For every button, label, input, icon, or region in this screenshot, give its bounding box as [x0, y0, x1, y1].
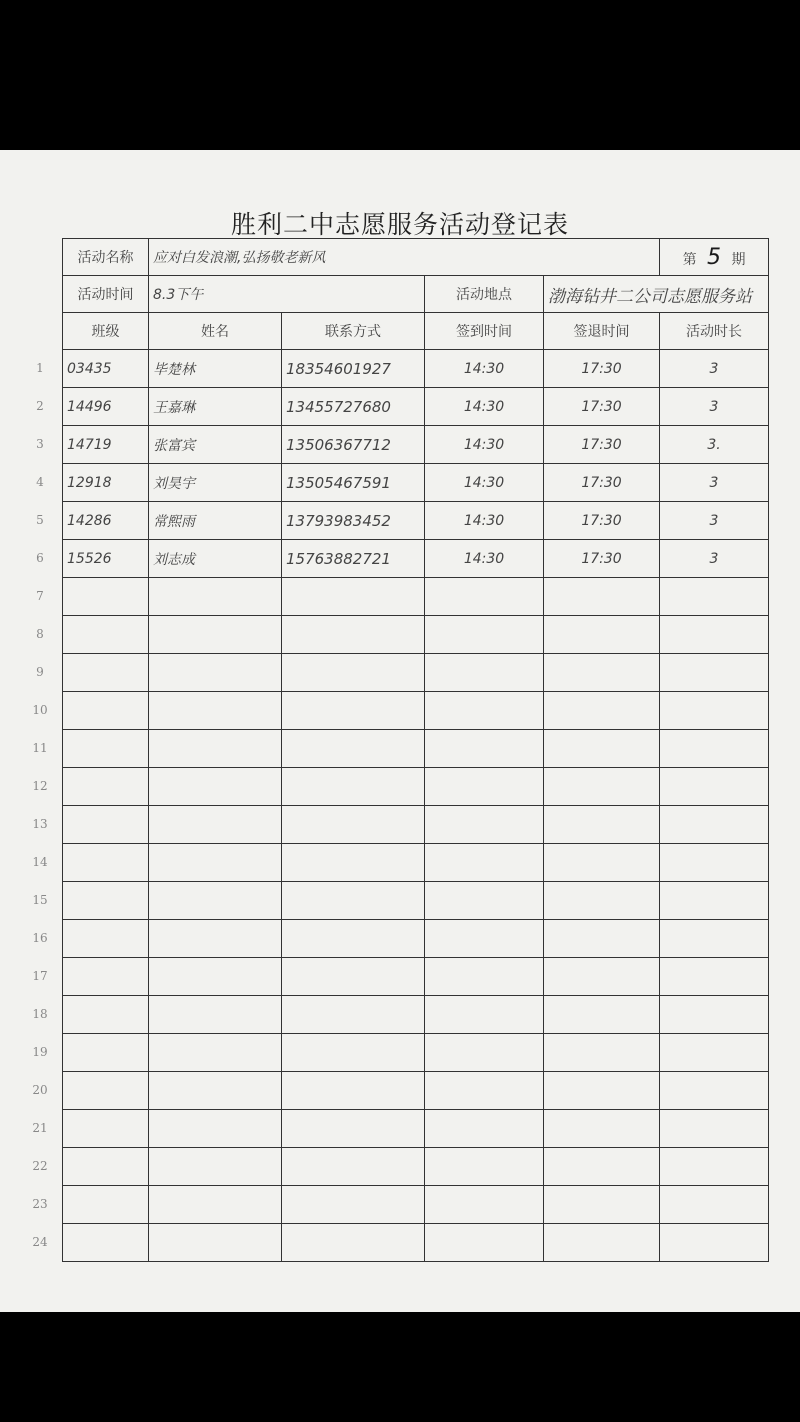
- cell-duration: 3: [660, 350, 769, 388]
- cell-checkout: [544, 1110, 660, 1148]
- cell-checkout: 17:30: [544, 464, 660, 502]
- cell-name: [149, 958, 282, 996]
- table-row: [63, 730, 769, 768]
- top-black-bar: [0, 0, 800, 150]
- cell-phone: [282, 996, 425, 1034]
- row-number: 4: [36, 474, 44, 489]
- table-row: [63, 882, 769, 920]
- table-row: [63, 1148, 769, 1186]
- row-number: 12: [32, 778, 48, 793]
- cell-checkin: 14:30: [425, 350, 544, 388]
- row-number: 23: [32, 1196, 48, 1211]
- cell-phone: [282, 806, 425, 844]
- cell-checkin: [425, 882, 544, 920]
- cell-name: [149, 578, 282, 616]
- row-number: 2: [36, 398, 44, 413]
- cell-checkin: [425, 844, 544, 882]
- row-number: 13: [32, 816, 48, 831]
- cell-class: [63, 920, 149, 958]
- cell-phone: [282, 730, 425, 768]
- cell-checkout: 17:30: [544, 426, 660, 464]
- cell-checkout: [544, 768, 660, 806]
- cell-checkin: [425, 1110, 544, 1148]
- cell-phone: [282, 578, 425, 616]
- table-row: [63, 464, 769, 502]
- row-number: 20: [32, 1082, 48, 1097]
- cell-checkin: [425, 616, 544, 654]
- cell-class: [63, 616, 149, 654]
- cell-phone: [282, 692, 425, 730]
- cell-class: 15526: [63, 540, 149, 578]
- cell-checkin: [425, 1148, 544, 1186]
- cell-checkin: [425, 1072, 544, 1110]
- cell-phone: 13505467591: [282, 464, 425, 502]
- cell-duration: 3.: [660, 426, 769, 464]
- cell-name: [149, 1110, 282, 1148]
- form-title: 胜利二中志愿服务活动登记表: [230, 210, 569, 239]
- cell-duration: [660, 1034, 769, 1072]
- row-number: 10: [32, 702, 48, 717]
- cell-class: 03435: [63, 350, 149, 388]
- cell-checkout: 17:30: [544, 502, 660, 540]
- cell-checkin: [425, 654, 544, 692]
- cell-phone: [282, 1072, 425, 1110]
- cell-duration: [660, 806, 769, 844]
- row-number: 7: [36, 588, 44, 603]
- activity-time-row: [63, 276, 769, 313]
- cell-phone: [282, 616, 425, 654]
- cell-duration: [660, 1110, 769, 1148]
- cell-phone: [282, 958, 425, 996]
- row-number: 8: [36, 626, 44, 641]
- cell-name: [149, 1186, 282, 1224]
- table-row: [63, 1224, 769, 1262]
- cell-checkout: [544, 882, 660, 920]
- cell-checkin: [425, 996, 544, 1034]
- row-number: 15: [32, 892, 48, 907]
- row-number: 17: [32, 968, 48, 983]
- cell-phone: [282, 1224, 425, 1262]
- cell-checkout: [544, 1072, 660, 1110]
- cell-checkout: [544, 1224, 660, 1262]
- table-row: [63, 540, 769, 578]
- cell-checkin: [425, 768, 544, 806]
- cell-checkin: [425, 806, 544, 844]
- cell-class: 14496: [63, 388, 149, 426]
- issue-suffix: 期: [731, 251, 746, 268]
- cell-class: 14286: [63, 502, 149, 540]
- cell-phone: [282, 882, 425, 920]
- cell-name: [149, 806, 282, 844]
- table-row: [63, 806, 769, 844]
- cell-duration: [660, 1072, 769, 1110]
- cell-class: [63, 1034, 149, 1072]
- cell-class: 12918: [63, 464, 149, 502]
- activity-name-row: [63, 239, 769, 276]
- cell-name: 张富宾: [149, 426, 282, 464]
- cell-name: [149, 768, 282, 806]
- row-number: 18: [32, 1006, 48, 1021]
- cell-checkout: [544, 920, 660, 958]
- table-row: [63, 350, 769, 388]
- cell-class: [63, 882, 149, 920]
- table-row: [63, 616, 769, 654]
- table-row: [63, 1110, 769, 1148]
- cell-duration: [660, 1148, 769, 1186]
- cell-class: [63, 1224, 149, 1262]
- cell-name: [149, 920, 282, 958]
- cell-checkin: [425, 1224, 544, 1262]
- cell-checkout: [544, 1148, 660, 1186]
- cell-checkin: 14:30: [425, 388, 544, 426]
- cell-class: [63, 958, 149, 996]
- cell-checkin: [425, 958, 544, 996]
- activity-time-label: 活动时间: [63, 276, 149, 313]
- cell-name: 王嘉琳: [149, 388, 282, 426]
- table-row: [63, 1186, 769, 1224]
- cell-duration: [660, 578, 769, 616]
- table-row: [63, 426, 769, 464]
- cell-checkout: [544, 730, 660, 768]
- cell-checkout: [544, 692, 660, 730]
- cell-duration: [660, 996, 769, 1034]
- cell-name: [149, 1034, 282, 1072]
- form-paper: [0, 150, 800, 1312]
- cell-checkout: [544, 578, 660, 616]
- cell-phone: 15763882721: [282, 540, 425, 578]
- cell-duration: [660, 768, 769, 806]
- bottom-black-bar: [0, 1312, 800, 1422]
- cell-name: [149, 996, 282, 1034]
- cell-checkin: 14:30: [425, 502, 544, 540]
- activity-name-label: 活动名称: [63, 239, 149, 276]
- row-number: 3: [36, 436, 44, 451]
- row-number: 11: [32, 740, 48, 755]
- cell-checkout: 17:30: [544, 388, 660, 426]
- cell-name: [149, 844, 282, 882]
- cell-name: [149, 1148, 282, 1186]
- cell-name: [149, 654, 282, 692]
- cell-class: [63, 1110, 149, 1148]
- cell-phone: [282, 1186, 425, 1224]
- table-row: [63, 578, 769, 616]
- header-duration: 活动时长: [660, 313, 769, 350]
- cell-name: [149, 692, 282, 730]
- activity-name-value: 应对白发浪潮,弘扬敬老新风: [149, 239, 660, 276]
- location-label: 活动地点: [425, 276, 544, 313]
- row-number: 6: [36, 550, 44, 565]
- cell-duration: [660, 1186, 769, 1224]
- cell-duration: [660, 844, 769, 882]
- cell-duration: 3: [660, 502, 769, 540]
- cell-phone: [282, 1148, 425, 1186]
- row-number: 16: [32, 930, 48, 945]
- table-row: [63, 1072, 769, 1110]
- row-number: 14: [32, 854, 48, 869]
- table-row: [63, 654, 769, 692]
- cell-duration: [660, 692, 769, 730]
- table-row: [63, 996, 769, 1034]
- issue-cell: [660, 239, 769, 276]
- table-row: [63, 844, 769, 882]
- cell-class: [63, 996, 149, 1034]
- cell-phone: [282, 920, 425, 958]
- header-phone: 联系方式: [282, 313, 425, 350]
- row-number: 21: [32, 1120, 48, 1135]
- cell-class: [63, 730, 149, 768]
- table-row: [63, 920, 769, 958]
- cell-class: [63, 654, 149, 692]
- cell-name: 毕楚林: [149, 350, 282, 388]
- cell-checkin: [425, 1034, 544, 1072]
- row-number: 1: [36, 360, 44, 375]
- cell-class: [63, 692, 149, 730]
- cell-name: 常熙雨: [149, 502, 282, 540]
- cell-class: [63, 806, 149, 844]
- cell-class: [63, 578, 149, 616]
- cell-checkout: [544, 958, 660, 996]
- row-number: 9: [36, 664, 44, 679]
- header-name: 姓名: [149, 313, 282, 350]
- cell-name: 刘志成: [149, 540, 282, 578]
- cell-duration: [660, 882, 769, 920]
- cell-checkin: [425, 578, 544, 616]
- cell-phone: 13793983452: [282, 502, 425, 540]
- table-row: [63, 692, 769, 730]
- cell-phone: [282, 654, 425, 692]
- cell-checkin: [425, 920, 544, 958]
- cell-phone: 13455727680: [282, 388, 425, 426]
- location-value: 渤海钻井二公司志愿服务站: [544, 276, 769, 313]
- registration-table: [62, 238, 769, 1262]
- cell-name: [149, 1224, 282, 1262]
- cell-checkin: [425, 692, 544, 730]
- cell-checkout: [544, 616, 660, 654]
- issue-prefix: 第: [682, 251, 697, 268]
- cell-duration: [660, 654, 769, 692]
- cell-class: [63, 768, 149, 806]
- row-number: 5: [36, 512, 44, 527]
- cell-phone: [282, 844, 425, 882]
- cell-checkout: [544, 806, 660, 844]
- cell-class: [63, 1072, 149, 1110]
- cell-name: [149, 616, 282, 654]
- cell-checkout: [544, 844, 660, 882]
- cell-duration: 3: [660, 540, 769, 578]
- header-checkout: 签退时间: [544, 313, 660, 350]
- row-number: 22: [32, 1158, 48, 1173]
- cell-duration: [660, 616, 769, 654]
- cell-checkout: 17:30: [544, 540, 660, 578]
- cell-phone: [282, 1110, 425, 1148]
- table-row: [63, 768, 769, 806]
- cell-name: [149, 730, 282, 768]
- cell-name: 刘昊宇: [149, 464, 282, 502]
- cell-name: [149, 1072, 282, 1110]
- cell-phone: 13506367712: [282, 426, 425, 464]
- cell-name: [149, 882, 282, 920]
- issue-number: 5: [707, 244, 722, 270]
- cell-phone: 18354601927: [282, 350, 425, 388]
- table-row: [63, 388, 769, 426]
- cell-checkout: [544, 1034, 660, 1072]
- header-checkin: 签到时间: [425, 313, 544, 350]
- cell-duration: 3: [660, 388, 769, 426]
- cell-duration: [660, 730, 769, 768]
- cell-class: [63, 1186, 149, 1224]
- row-number: 24: [32, 1234, 48, 1249]
- cell-class: [63, 1148, 149, 1186]
- column-header-row: [63, 313, 769, 350]
- header-class: 班级: [63, 313, 149, 350]
- cell-phone: [282, 1034, 425, 1072]
- cell-checkin: 14:30: [425, 426, 544, 464]
- cell-checkout: [544, 654, 660, 692]
- activity-time-value: 8.3下午: [149, 276, 425, 313]
- cell-checkout: [544, 1186, 660, 1224]
- cell-duration: [660, 920, 769, 958]
- cell-checkin: 14:30: [425, 464, 544, 502]
- table-row: [63, 958, 769, 996]
- cell-duration: [660, 958, 769, 996]
- cell-checkin: [425, 1186, 544, 1224]
- table-row: [63, 502, 769, 540]
- table-row: [63, 1034, 769, 1072]
- cell-checkout: 17:30: [544, 350, 660, 388]
- cell-duration: 3: [660, 464, 769, 502]
- cell-class: [63, 844, 149, 882]
- cell-duration: [660, 1224, 769, 1262]
- cell-checkout: [544, 996, 660, 1034]
- cell-checkin: 14:30: [425, 540, 544, 578]
- cell-class: 14719: [63, 426, 149, 464]
- cell-phone: [282, 768, 425, 806]
- cell-checkin: [425, 730, 544, 768]
- row-number: 19: [32, 1044, 48, 1059]
